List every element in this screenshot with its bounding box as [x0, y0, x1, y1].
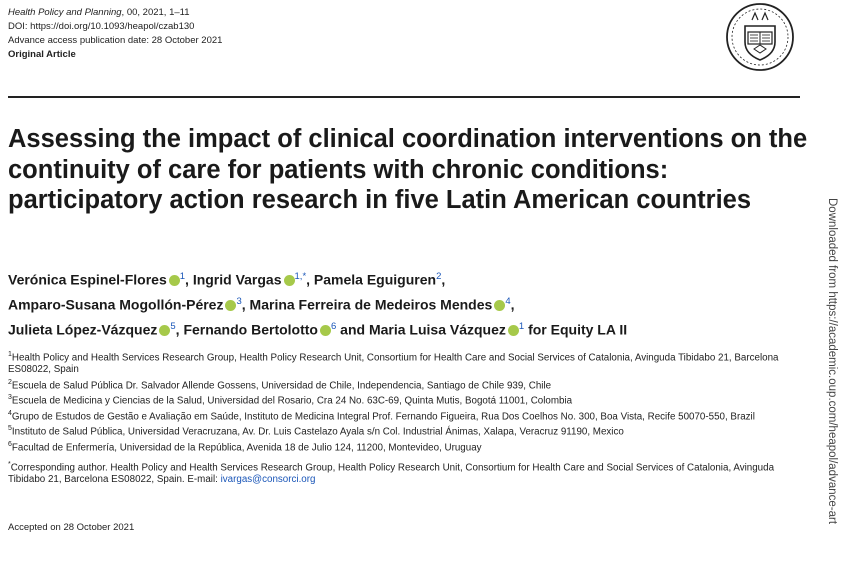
article-type: Original Article: [8, 49, 76, 60]
orcid-icon[interactable]: [508, 325, 519, 336]
corresponding-author: [8, 459, 808, 487]
affiliation-number: 5: [8, 425, 12, 433]
author-name[interactable]: Marina Ferreira de Medeiros Mendes: [249, 296, 493, 313]
affiliation-item: [8, 377, 808, 392]
author-affiliation-ref[interactable]: 1: [179, 271, 186, 282]
corresponding-marker: *: [8, 461, 11, 469]
author-list: Verónica Espinel-Flores $^1$, Ingrid Vargas $^{1,*}$, Pamela Eguiguren$^2$, Amparo-Susana Mogollón-Pérez $^3$, Marina Ferreira de Medeiros Mendes $^4$, Julieta López-Vázquez $^5$, Fernando Bertolotto $^6$ and Maria Luisa Vázquez $^1$ for Equity LA II: [8, 271, 628, 338]
orcid-icon[interactable]: [494, 300, 505, 311]
article-header-meta: [8, 6, 222, 62]
author-affiliation-ref[interactable]: 2: [436, 271, 442, 282]
affiliation-item: [8, 392, 808, 407]
affiliation-text: Instituto de Salud Pública, Universidad Veracruzana, Av. Dr. Luis Castelazo Ayala s/n Col. Industrial Ánimas, Xalapa, Veracruz 91190, Mexico: [11, 426, 624, 438]
affiliation-number: 2: [8, 378, 12, 386]
author-name[interactable]: Julieta López-Vázquez: [8, 321, 158, 338]
orcid-icon[interactable]: [284, 275, 295, 286]
author-affiliation-ref[interactable]: 6: [330, 321, 337, 333]
corresponding-email-link[interactable]: ivargas@consorci.org: [220, 474, 316, 486]
publication-date: Advance access publication date: 28 October 2021: [8, 35, 223, 46]
oxford-university-press-crest-icon: [725, 2, 795, 72]
affiliations-block: [8, 349, 808, 487]
affiliation-number: 3: [8, 394, 12, 402]
volume-line: , 00, 2021, 1–11: [121, 7, 190, 18]
orcid-icon[interactable]: [225, 300, 236, 311]
author-name[interactable]: Ingrid Vargas: [192, 271, 282, 288]
author-name[interactable]: Pamela Eguiguren: [313, 271, 437, 288]
affiliation-item: [8, 408, 808, 423]
author-affiliation-ref[interactable]: 1: [518, 321, 525, 333]
author-affiliation-ref[interactable]: 3: [236, 296, 242, 308]
download-watermark: Downloaded from https://academic.oup.com/heapol/advance-art: [826, 198, 838, 525]
journal-name: Health Policy and Planning: [8, 7, 122, 18]
affiliation-text: Escuela de Medicina y Ciencias de la Salud, Universidad del Rosario, Cra 24 No. 63C-69, Quinta Mutis, Bogotá 11001, Colombia: [11, 395, 573, 407]
header-divider: [8, 96, 800, 98]
author-affiliation-ref[interactable]: 1,*: [294, 271, 307, 282]
author-name[interactable]: Maria Luisa Vázquez: [368, 321, 506, 338]
author-affiliation-ref[interactable]: 4: [505, 296, 511, 308]
affiliation-item: [8, 349, 808, 377]
author-name[interactable]: Amparo-Susana Mogollón-Pérez: [8, 296, 224, 313]
affiliation-text: Escuela de Salud Pública Dr. Salvador Allende Gossens, Universidad de Chile, Independencia, Santiago de Chile 939, Chile: [11, 379, 552, 391]
affiliation-number: 4: [8, 409, 12, 417]
affiliation-item: [8, 439, 808, 454]
author-group: for Equity LA II: [528, 321, 628, 338]
affiliation-text: Grupo de Estudos de Gestão e Avaliação em Saúde, Instituto de Medicina Integral Prof. Fernando Figueira, Rua Dos Coelhos No. 300, Boa Vista, Recife 50070-550, Brazil: [11, 410, 755, 422]
affiliation-number: 6: [8, 440, 12, 448]
article-title: Assessing the impact of clinical coordination interventions on the continuity of care for patients with chronic conditions: participatory action research in five Latin American countries: [8, 125, 808, 214]
affiliation-item: [8, 423, 808, 438]
journal-line: [8, 6, 222, 20]
doi-line[interactable]: DOI: https://doi.org/10.1093/heapol/czab130: [8, 21, 195, 32]
corresponding-text: Corresponding author. Health Policy and Health Services Research Group, Health Policy Research Unit, Consortium for Health Care and Social Services of Catalonia, Avinguda Tibidabo 21, Barcelona ES08022, Spain. E-mail:: [8, 462, 775, 486]
orcid-icon[interactable]: [320, 325, 331, 336]
affiliation-number: 1: [8, 351, 12, 358]
orcid-icon[interactable]: [159, 325, 170, 336]
affiliation-text: Health Policy and Health Services Research Group, Health Policy Research Unit, Consortium for Health Care and Social Services of Catalonia, Avinguda Tibidabo 21, Barcelona ES08022, Spain: [8, 352, 779, 376]
author-name[interactable]: Verónica Espinel-Flores: [8, 271, 167, 288]
affiliation-text: Facultad de Enfermería, Universidad de la República, Avenida 18 de Julio 124, 11200, Montevideo, Uruguay: [11, 441, 482, 453]
author-name[interactable]: Fernando Bertolotto: [183, 321, 318, 338]
orcid-icon[interactable]: [169, 275, 180, 286]
author-affiliation-ref[interactable]: 5: [170, 321, 176, 333]
accepted-date: Accepted on 28 October 2021: [8, 522, 135, 533]
